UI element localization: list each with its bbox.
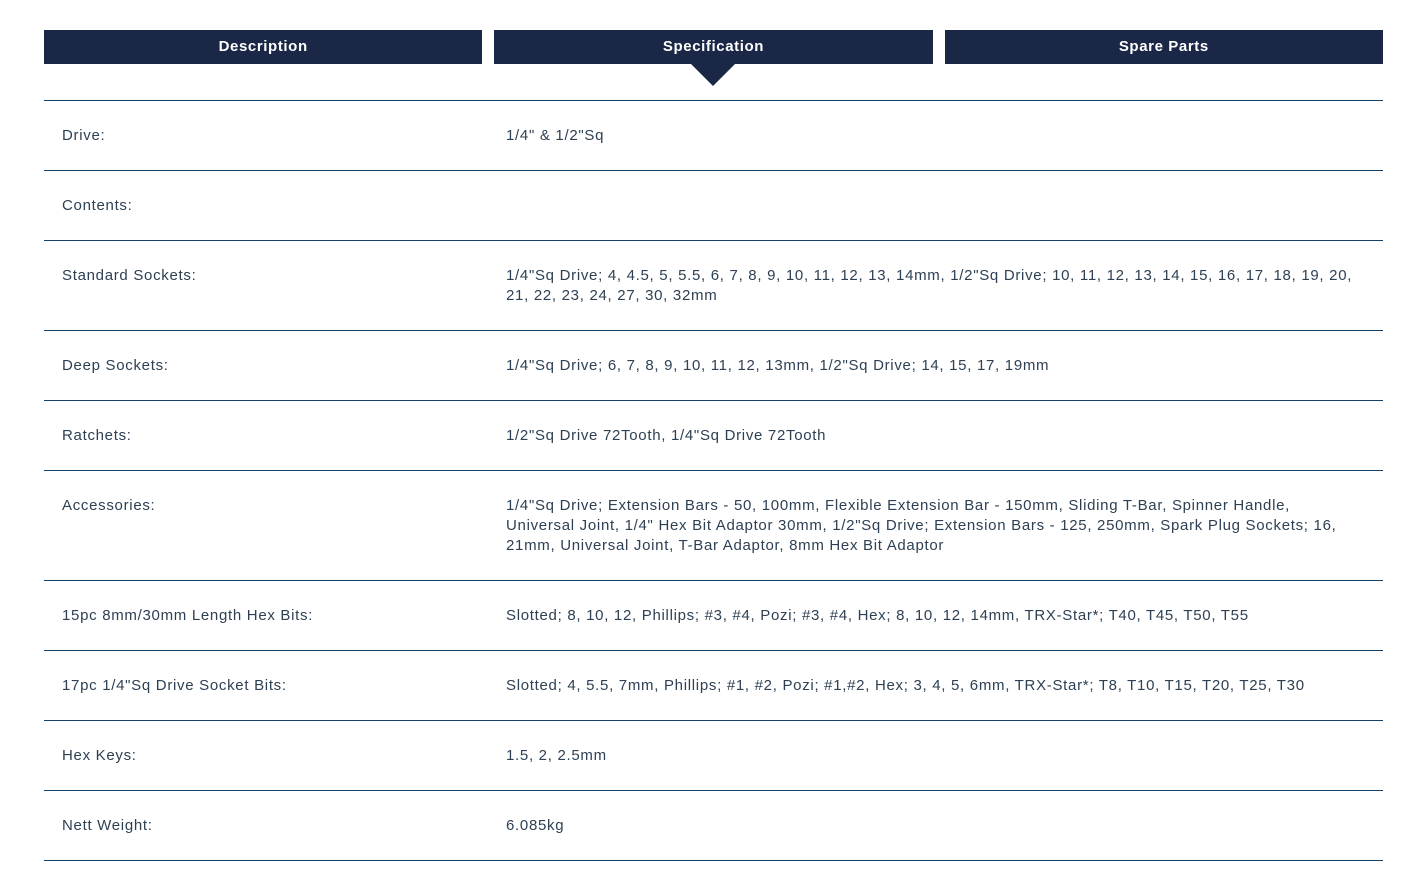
spec-row-label: Nett Weight: [62, 817, 153, 834]
spec-row-label: Accessories: [62, 497, 156, 514]
spec-table-row [44, 331, 1383, 401]
spec-table-row [44, 471, 1383, 581]
spec-table-row [44, 791, 1383, 861]
spec-row-value: 1/4" & 1/2"Sq [506, 127, 605, 144]
spec-row-label: Standard Sockets: [62, 267, 197, 284]
spec-table-row [44, 171, 1383, 241]
spec-row-label: Deep Sockets: [62, 357, 169, 374]
tab-specification[interactable]: Specification [494, 30, 932, 64]
spec-row-value: 1/4"Sq Drive; 4, 4.5, 5, 5.5, 6, 7, 8, 9, 10, 11, 12, 13, 14mm, 1/2"Sq Drive; 10, 11, 12, 13, 14, 15, 16, 17, 18, 19, 20, 21, 22, 23, 24, 27, 30, 32mm [506, 267, 1353, 304]
spec-row-label: Drive: [62, 127, 106, 144]
spec-row-label: Ratchets: [62, 427, 132, 444]
spec-row-value: 1/4"Sq Drive; Extension Bars - 50, 100mm, Flexible Extension Bar - 150mm, Sliding T-Bar, Spinner Handle, Universal Joint, 1/4" Hex Bit Adaptor 30mm, 1/2"Sq Drive; Extension Bars - 125, 250mm, Spark Plug Sockets; 16, 21mm, Universal Joint, T-Bar Adaptor, 8mm Hex Bit Adaptor [506, 497, 1337, 554]
spec-table-row [44, 401, 1383, 471]
spec-row-value: 1/4"Sq Drive; 6, 7, 8, 9, 10, 11, 12, 13mm, 1/2"Sq Drive; 14, 15, 17, 19mm [506, 357, 1050, 374]
spec-row-value: 1/2"Sq Drive 72Tooth, 1/4"Sq Drive 72Tooth [506, 427, 827, 444]
spec-row-value: Slotted; 4, 5.5, 7mm, Phillips; #1, #2, Pozi; #1,#2, Hex; 3, 4, 5, 6mm, TRX-Star*; T8, T10, T15, T20, T25, T30 [506, 677, 1305, 694]
tab-spare-parts[interactable]: Spare Parts [945, 30, 1383, 64]
spec-table-row [44, 581, 1383, 651]
tab-bar [44, 30, 1383, 64]
spec-row-label: 15pc 8mm/30mm Length Hex Bits: [62, 607, 314, 624]
spec-row-value: Slotted; 8, 10, 12, Phillips; #3, #4, Pozi; #3, #4, Hex; 8, 10, 12, 14mm, TRX-Star*; T40, T45, T50, T55 [506, 607, 1249, 624]
spec-row-label: Hex Keys: [62, 747, 137, 764]
spec-table-row [44, 651, 1383, 721]
spec-row-label: 17pc 1/4"Sq Drive Socket Bits: [62, 677, 287, 694]
specification-table [44, 100, 1383, 861]
spec-table-row [44, 101, 1383, 171]
tab-description[interactable]: Description [44, 30, 482, 64]
spec-row-label: Contents: [62, 197, 133, 214]
spec-table-row [44, 721, 1383, 791]
spec-row-value: 6.085kg [506, 817, 565, 834]
spec-row-value: 1.5, 2, 2.5mm [506, 747, 607, 764]
spec-table-row [44, 241, 1383, 331]
